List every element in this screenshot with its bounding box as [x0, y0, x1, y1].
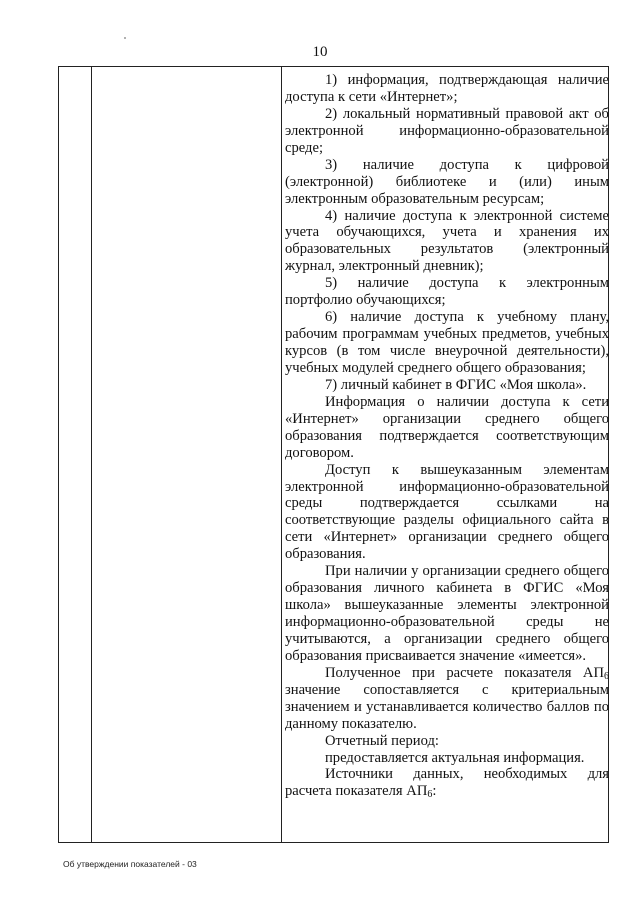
paragraph-13: предоставляется актуальная информация. — [325, 749, 585, 766]
paragraph-2: 2) локальный нормативный правовой акт об электронной информационно-образовательной среде; — [285, 105, 609, 156]
paragraph-10: При наличии у организации среднего общего образования личного кабинета в ФГИС «Моя школа» вышеуказанные элементы электронной информационно-образовательной среды не учитываются, а организации среднего общего образования присваивается значение «имеется». — [285, 563, 609, 664]
column-divider-1 — [91, 67, 92, 842]
paragraph-3: 3) наличие доступа к цифровой (электронной) библиотеке и (или) иным электронным образовательным ресурсам; — [285, 156, 609, 207]
paragraph-14-subscript: 6 — [427, 789, 433, 801]
footer-document-id: Об утверждении показателей - 03 — [63, 859, 197, 869]
paragraph-6: 6) наличие доступа к учебному плану, рабочим программам учебных предметов, учебных курсов (в том числе внеурочной деятельности), учебных модулей среднего общего образования; — [285, 309, 609, 376]
paragraph-14 — [285, 766, 609, 800]
description-cell — [285, 72, 609, 800]
paragraph-11-subscript: 6 — [604, 670, 609, 682]
paragraph-4: 4) наличие доступа к электронной системе учета обучающихся, учета и хранения их образовательных результатов (электронный журнал, электронный дневник); — [285, 207, 609, 275]
scan-speck — [124, 37, 126, 39]
paragraph-1: 1) информация, подтверждающая наличие доступа к сети «Интернет»; — [285, 72, 609, 105]
page-number: 10 — [312, 44, 328, 60]
paragraph-14-start: Источники данных, необходимых для расчета показателя АП — [285, 766, 609, 800]
paragraph-7: 7) личный кабинет в ФГИС «Моя школа». — [325, 376, 587, 393]
column-divider-2 — [281, 67, 282, 842]
paragraph-14-end: : — [432, 783, 437, 800]
paragraph-8: Информация о наличии доступа к сети «Интернет» организации среднего общего образования подтверждается соответствующим договором. — [285, 393, 609, 461]
paragraph-5: 5) наличие доступа к электронным портфолио обучающихся; — [285, 275, 609, 309]
paragraph-9: Доступ к вышеуказанным элементам электронной информационно-образовательной среды подтверждается ссылками на соответствующие разделы официального сайта в сети «Интернет» организации среднего общего образования. — [285, 461, 609, 563]
criteria-table — [58, 66, 609, 843]
paragraph-11 — [285, 665, 609, 733]
paragraph-11-end: значение сопоставляется с критериальным значением и устанавливается количество баллов по данному показателю. — [285, 681, 609, 732]
paragraph-12: Отчетный период: — [325, 732, 439, 749]
paragraph-11-start: Полученное при расчете показателя АП — [325, 664, 604, 681]
